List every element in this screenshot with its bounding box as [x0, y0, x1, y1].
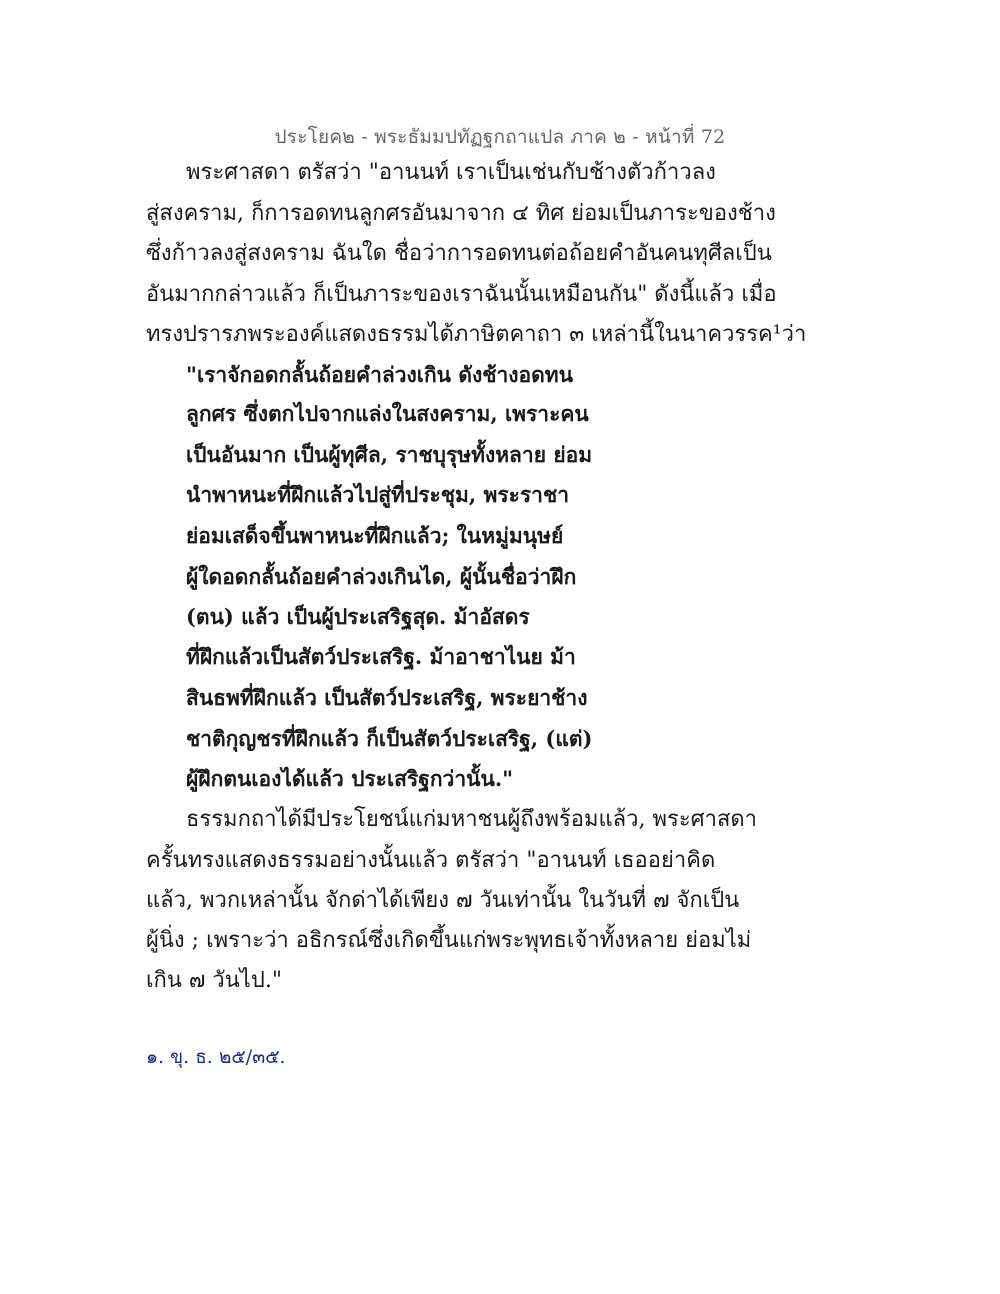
text-line: ซึ่งก้าวลงสู่สงคราม ฉันใด ชื่อว่าการอดทนต่อถ้อยคำอันคนทุศีลเป็น	[146, 241, 772, 266]
verse-line: สินธพที่ฝึกแล้ว เป็นสัตว์ประเสริฐ, พระยาช้าง	[186, 685, 588, 710]
verse-line: ย่อมเสด็จขึ้นพาหนะที่ฝึกแล้ว; ในหมู่มนุษย์	[186, 523, 564, 548]
verse-line: ชาติกุญชรที่ฝึกแล้ว ก็เป็นสัตว์ประเสริฐ, (แต่)	[186, 726, 593, 751]
text-line: อันมากกล่าวแล้ว ก็เป็นภาระของเราฉันนั้นเหมือนกัน" ดังนี้แล้ว เมื่อ	[146, 282, 777, 307]
text-line: พระศาสดา ตรัสว่า "อานนท์ เราเป็นเช่นกับช้างตัวก้าวลง	[186, 160, 716, 185]
text-line: เกิน ๗ วันไป."	[146, 968, 282, 993]
text-line: สู่สงคราม, ก็การอดทนลูกศรอันมาจาก ๔ ทิศ ย่อมเป็นภาระของช้าง	[146, 201, 776, 226]
verse-line: (ตน) แล้ว เป็นผู้ประเสริฐสุด. ม้าอัสดร	[186, 604, 530, 629]
text-line: ธรรมกถาได้มีประโยชน์แก่มหาชนผู้ถึงพร้อมแล้ว, พระศาสดา	[186, 807, 758, 832]
text-line: ครั้นทรงแสดงธรรมอย่างนั้นแล้ว ตรัสว่า "อานนท์ เธออย่าคิด	[146, 848, 716, 873]
verse-line: "เราจักอดกลั้นถ้อยคำล่วงเกิน ดังช้างอดทน	[186, 362, 573, 387]
text-line: ทรงปรารภพระองค์แสดงธรรมได้ภาษิตคาถา ๓ เหล่านี้ในนาควรรค¹ว่า	[146, 322, 807, 347]
verse-line: ลูกศร ซึ่งตกไปจากแล่งในสงคราม, เพราะคน	[186, 401, 589, 426]
footnote: ๑. ขุ. ธ. ๒๕/๓๕.	[146, 1046, 286, 1068]
page-header: ประโยค๒ - พระธัมมปทัฏฐกถาแปล ภาค ๒ - หน้าที่ 72	[274, 126, 726, 148]
text-line: แล้ว, พวกเหล่านั้น จักด่าได้เพียง ๗ วันเท่านั้น ในวันที่ ๗ จักเป็น	[146, 888, 740, 913]
verse-line: ผู้ใดอดกลั้นถ้อยคำล่วงเกินได, ผู้นั้นชื่อว่าฝึก	[186, 564, 577, 589]
verse-line: นำพาหนะที่ฝึกแล้วไปสู่ที่ประชุม, พระราชา	[186, 482, 569, 507]
verse-line: เป็นอันมาก เป็นผู้ทุศีล, ราชบุรุษทั้งหลาย ย่อม	[186, 442, 593, 467]
verse-line: ที่ฝึกแล้วเป็นสัตว์ประเสริฐ. ม้าอาชาไนย ม้า	[186, 644, 576, 669]
text-line: ผู้นิ่ง ; เพราะว่า อธิกรณ์ซึ่งเกิดขึ้นแก่พระพุทธเจ้าทั้งหลาย ย่อมไม่	[146, 928, 752, 953]
verse-line: ผู้ฝึกตนเองได้แล้ว ประเสริฐกว่านั้น."	[186, 766, 514, 791]
